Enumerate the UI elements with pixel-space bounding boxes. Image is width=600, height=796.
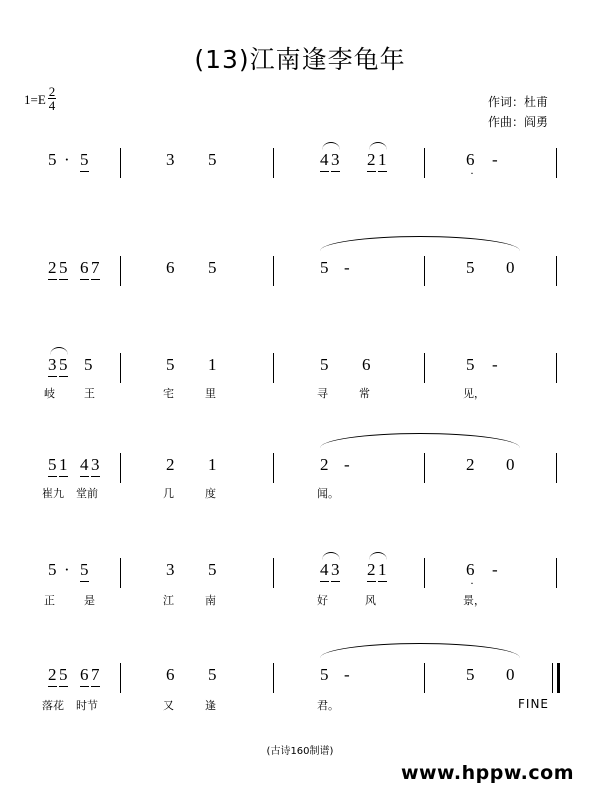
dash: -	[492, 560, 498, 579]
note-5: 5	[208, 560, 217, 579]
barline	[556, 558, 557, 588]
lyric: 里	[205, 387, 216, 400]
note-2: 2	[367, 150, 376, 172]
lyric: 寻	[317, 387, 328, 400]
credits	[488, 92, 548, 133]
note-7: 7	[91, 258, 100, 280]
lyric: 度	[205, 487, 216, 500]
barline	[120, 453, 121, 483]
note-6: 6	[466, 560, 475, 579]
lyric: 逢	[205, 699, 216, 712]
note-5: 5	[59, 665, 68, 687]
slur	[322, 142, 340, 150]
note-6: 6	[80, 665, 89, 687]
phrase-slur	[320, 433, 520, 448]
phrase-slur	[320, 643, 520, 658]
note-5: 5	[320, 258, 329, 277]
page-title: (13)江南逢李龟年	[194, 45, 406, 74]
note-1: 1	[208, 455, 217, 474]
system-1	[0, 140, 600, 230]
composer: 作曲：阎勇	[487, 115, 548, 130]
note-3: 3	[166, 560, 175, 579]
note-5: 5	[208, 665, 217, 684]
dash: -	[344, 665, 350, 684]
note-3: 3	[331, 150, 340, 172]
note-3: 3	[166, 150, 175, 169]
fine-marking: FINE	[518, 697, 549, 711]
lyric: 时节	[76, 699, 98, 712]
barline	[273, 453, 274, 483]
lyric: 君。	[317, 699, 339, 712]
time-signature	[48, 85, 57, 112]
note-5: 5	[80, 560, 89, 582]
note-6: 6	[362, 355, 371, 374]
barline	[556, 453, 557, 483]
lyricist: 作词：杜甫	[487, 95, 548, 109]
note-5: 5	[48, 560, 57, 579]
barline	[273, 256, 274, 286]
barline	[273, 148, 274, 178]
note-2: 2	[320, 455, 329, 474]
note-2: 2	[48, 258, 57, 280]
lyric: 落花	[42, 699, 64, 712]
system-3	[0, 345, 600, 435]
barline	[424, 663, 425, 693]
barline	[424, 256, 425, 286]
time-signature-denominator: 4	[48, 98, 56, 113]
note-6: 6	[80, 258, 89, 280]
barline	[120, 256, 121, 286]
note-2: 2	[466, 455, 475, 474]
note-5: 5	[320, 355, 329, 374]
barline	[556, 256, 557, 286]
dot-prolong: ·	[64, 560, 70, 579]
note-5: 5	[59, 258, 68, 280]
barline	[424, 148, 425, 178]
dash: -	[492, 150, 498, 169]
system-6	[0, 655, 600, 745]
note-6: 6	[166, 665, 175, 684]
slur	[50, 347, 68, 355]
note-3: 3	[331, 560, 340, 582]
note-6: 6	[466, 150, 475, 169]
note-7: 7	[91, 665, 100, 687]
note-5: 5	[84, 355, 93, 374]
barline	[424, 353, 425, 383]
lyric: 几	[163, 487, 174, 500]
note-4: 4	[80, 455, 89, 477]
low-octave-dot: ·	[470, 166, 474, 180]
note-5: 5	[48, 455, 57, 477]
note-3: 3	[48, 355, 57, 377]
lyric: 堂前	[76, 487, 98, 500]
barline	[120, 558, 121, 588]
barline	[424, 453, 425, 483]
slur	[369, 142, 387, 150]
slur	[369, 552, 387, 560]
lyric: 王	[84, 387, 95, 400]
note-5: 5	[208, 150, 217, 169]
system-5	[0, 550, 600, 640]
lyric: 又	[163, 699, 174, 712]
barline	[556, 148, 557, 178]
note-1: 1	[208, 355, 217, 374]
note-5: 5	[166, 355, 175, 374]
barline	[424, 558, 425, 588]
note-0: 0	[506, 665, 515, 684]
low-octave-dot: ·	[470, 576, 474, 590]
note-2: 2	[166, 455, 175, 474]
barline	[273, 663, 274, 693]
barline	[273, 558, 274, 588]
lyric: 宅	[163, 387, 174, 400]
note-5: 5	[466, 355, 475, 374]
note-0: 0	[506, 258, 515, 277]
key-signature	[24, 86, 56, 113]
barline	[120, 148, 121, 178]
lyric: 好	[317, 594, 328, 607]
note-1: 1	[378, 560, 387, 582]
slur	[322, 552, 340, 560]
note-5: 5	[466, 258, 475, 277]
barline	[273, 353, 274, 383]
barline	[120, 353, 121, 383]
note-5: 5	[320, 665, 329, 684]
lyric: 见，	[463, 387, 485, 400]
note-6: 6	[166, 258, 175, 277]
barline	[120, 663, 121, 693]
note-5: 5	[48, 150, 57, 169]
dot-prolong: ·	[64, 150, 70, 169]
key-label: 1=E	[24, 91, 46, 107]
note-1: 1	[378, 150, 387, 172]
dash: -	[492, 355, 498, 374]
note-0: 0	[506, 455, 515, 474]
note-5: 5	[59, 355, 68, 377]
note-5: 5	[466, 665, 475, 684]
lyric: 景，	[463, 594, 485, 607]
lyric: 常	[359, 387, 370, 400]
lyric: 正	[44, 594, 55, 607]
note-3: 3	[91, 455, 100, 477]
note-4: 4	[320, 560, 329, 582]
phrase-slur	[320, 236, 520, 251]
note-2: 2	[48, 665, 57, 687]
lyric: 江	[163, 594, 174, 607]
note-5: 5	[208, 258, 217, 277]
system-4	[0, 445, 600, 535]
dash: -	[344, 455, 350, 474]
note-4: 4	[320, 150, 329, 172]
lyric: 是	[84, 594, 95, 607]
lyric: 风	[365, 594, 376, 607]
lyric: 南	[205, 594, 216, 607]
note-2: 2	[367, 560, 376, 582]
lyric: 崔九	[42, 487, 64, 500]
time-signature-numerator: 2	[48, 84, 56, 99]
lyric: 闻。	[317, 487, 339, 500]
dash: -	[344, 258, 350, 277]
lyric: 岐	[44, 387, 55, 400]
footnote: (古诗160制谱)	[266, 746, 334, 757]
watermark: www.hppw.com	[400, 762, 574, 784]
note-5: 5	[80, 150, 89, 172]
barline	[556, 353, 557, 383]
system-2	[0, 248, 600, 338]
note-1: 1	[59, 455, 68, 477]
